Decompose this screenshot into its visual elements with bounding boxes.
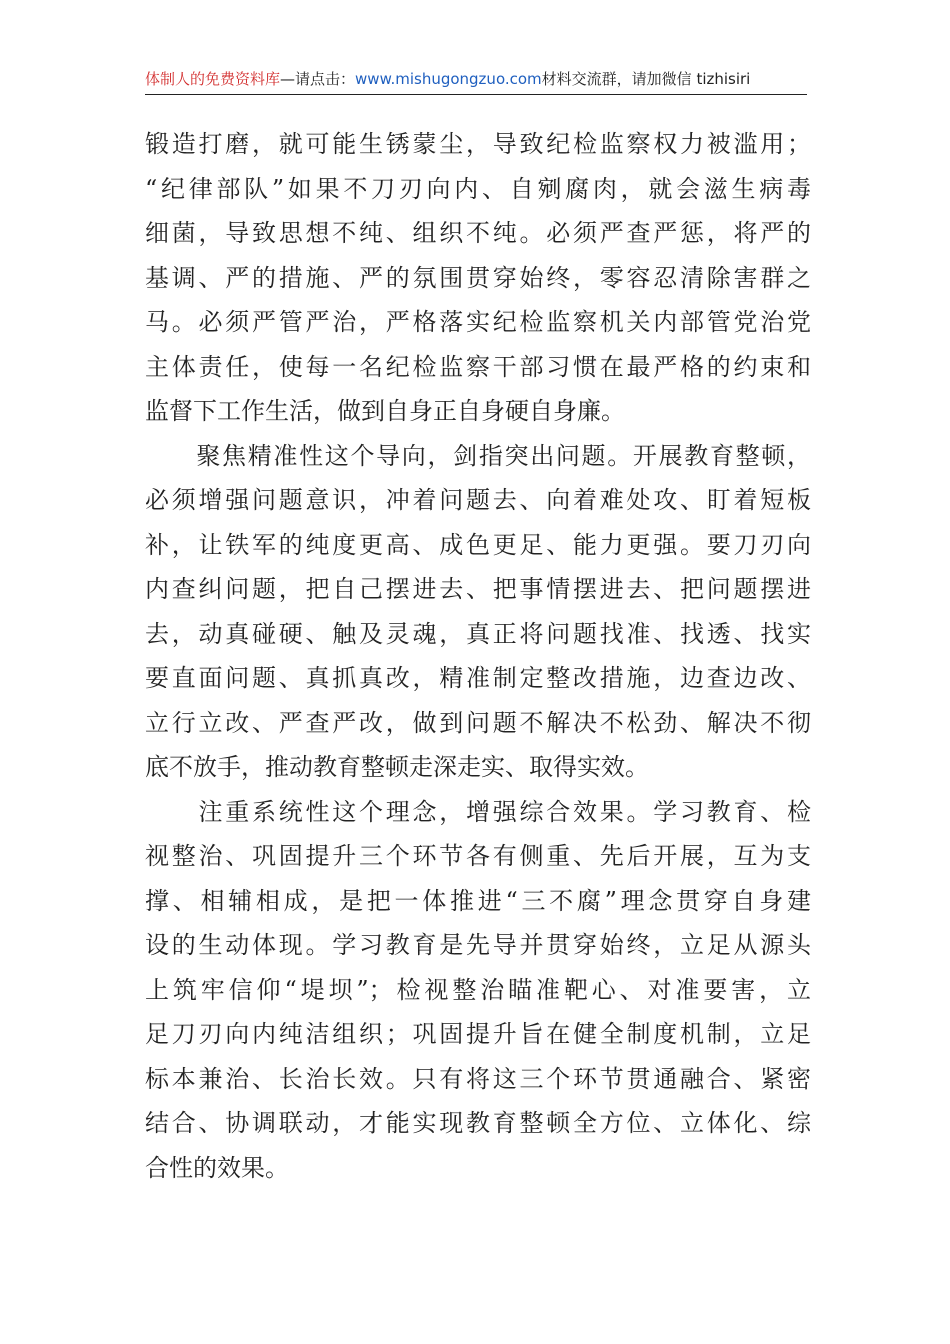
- text-line: 去，动真碰硬、触及灵魂，真正将问题找准、找透、找实: [145, 619, 811, 648]
- text-line: 要直面问题、真抓真改，精准制定整改措施，边查边改、: [145, 664, 811, 692]
- page-header: [145, 68, 807, 95]
- text-line: 设的生动体现。学习教育是先导并贯穿始终，立足从源头: [145, 931, 811, 959]
- text-line: 补，让铁军的纯度更高、成色更足、能力更强。要刀刃向: [145, 530, 811, 559]
- header-brand: 体制人的免费资料库: [145, 70, 281, 88]
- text-line: 锻造打磨，就可能生锈蒙尘，导致纪检监察权力被滥用；: [145, 130, 811, 158]
- text-line: “纪律部队”如果不刀刃向内、自剜腐肉，就会滋生病毒: [145, 174, 811, 203]
- header-note: 材料交流群，请加微信 tizhisiri: [541, 70, 751, 88]
- text-line: 主体责任，使每一名纪检监察干部习惯在最严格的约束和: [145, 352, 811, 381]
- text-line: 立行立改、严查严改，做到问题不解决不松劲、解决不彻: [145, 708, 811, 737]
- text-line: 合性的效果。: [145, 1153, 289, 1182]
- text-line: 内查纠问题，把自己摆进去、把事情摆进去、把问题摆进: [145, 575, 811, 603]
- text-line: 监督下工作生活，做到自身正自身硬自身廉。: [145, 397, 625, 425]
- text-line: 基调、严的措施、严的氛围贯穿始终，零容忍清除害群之: [145, 263, 811, 292]
- header-separator: —请点击：: [280, 70, 356, 88]
- header-url-link[interactable]: www.mishugongzuo.com: [355, 70, 542, 88]
- text-line: 马。必须严管严治，严格落实纪检监察机关内部管党治党: [145, 308, 811, 336]
- document-body: [145, 122, 811, 1190]
- text-line: 底不放手，推动教育整顿走深走实、取得实效。: [145, 753, 649, 781]
- text-line: 足刀刃向内纯洁组织；巩固提升旨在健全制度机制，立足: [145, 1020, 811, 1048]
- text-line: 标本兼治、长治长效。只有将这三个环节贯通融合、紧密: [145, 1064, 811, 1093]
- text-line: 结合、协调联动，才能实现教育整顿全方位、立体化、综: [145, 1109, 811, 1137]
- text-line: 注重系统性这个理念，增强综合效果。学习教育、检: [145, 797, 811, 826]
- text-line: 细菌，导致思想不纯、组织不纯。必须严查严惩，将严的: [145, 219, 811, 247]
- text-line: 撑、相辅相成，是把一体推进“三不腐”理念贯穿自身建: [145, 886, 811, 915]
- text-line: 上筑牢信仰“堤坝”；检视整治瞄准靶心、对准要害，立: [145, 975, 811, 1004]
- text-line: 必须增强问题意识，冲着问题去、向着难处攻、盯着短板: [145, 486, 811, 514]
- text-line: 聚焦精准性这个导向，剑指突出问题。开展教育整顿，: [145, 441, 811, 470]
- text-line: 视整治、巩固提升三个环节各有侧重、先后开展，互为支: [145, 842, 811, 870]
